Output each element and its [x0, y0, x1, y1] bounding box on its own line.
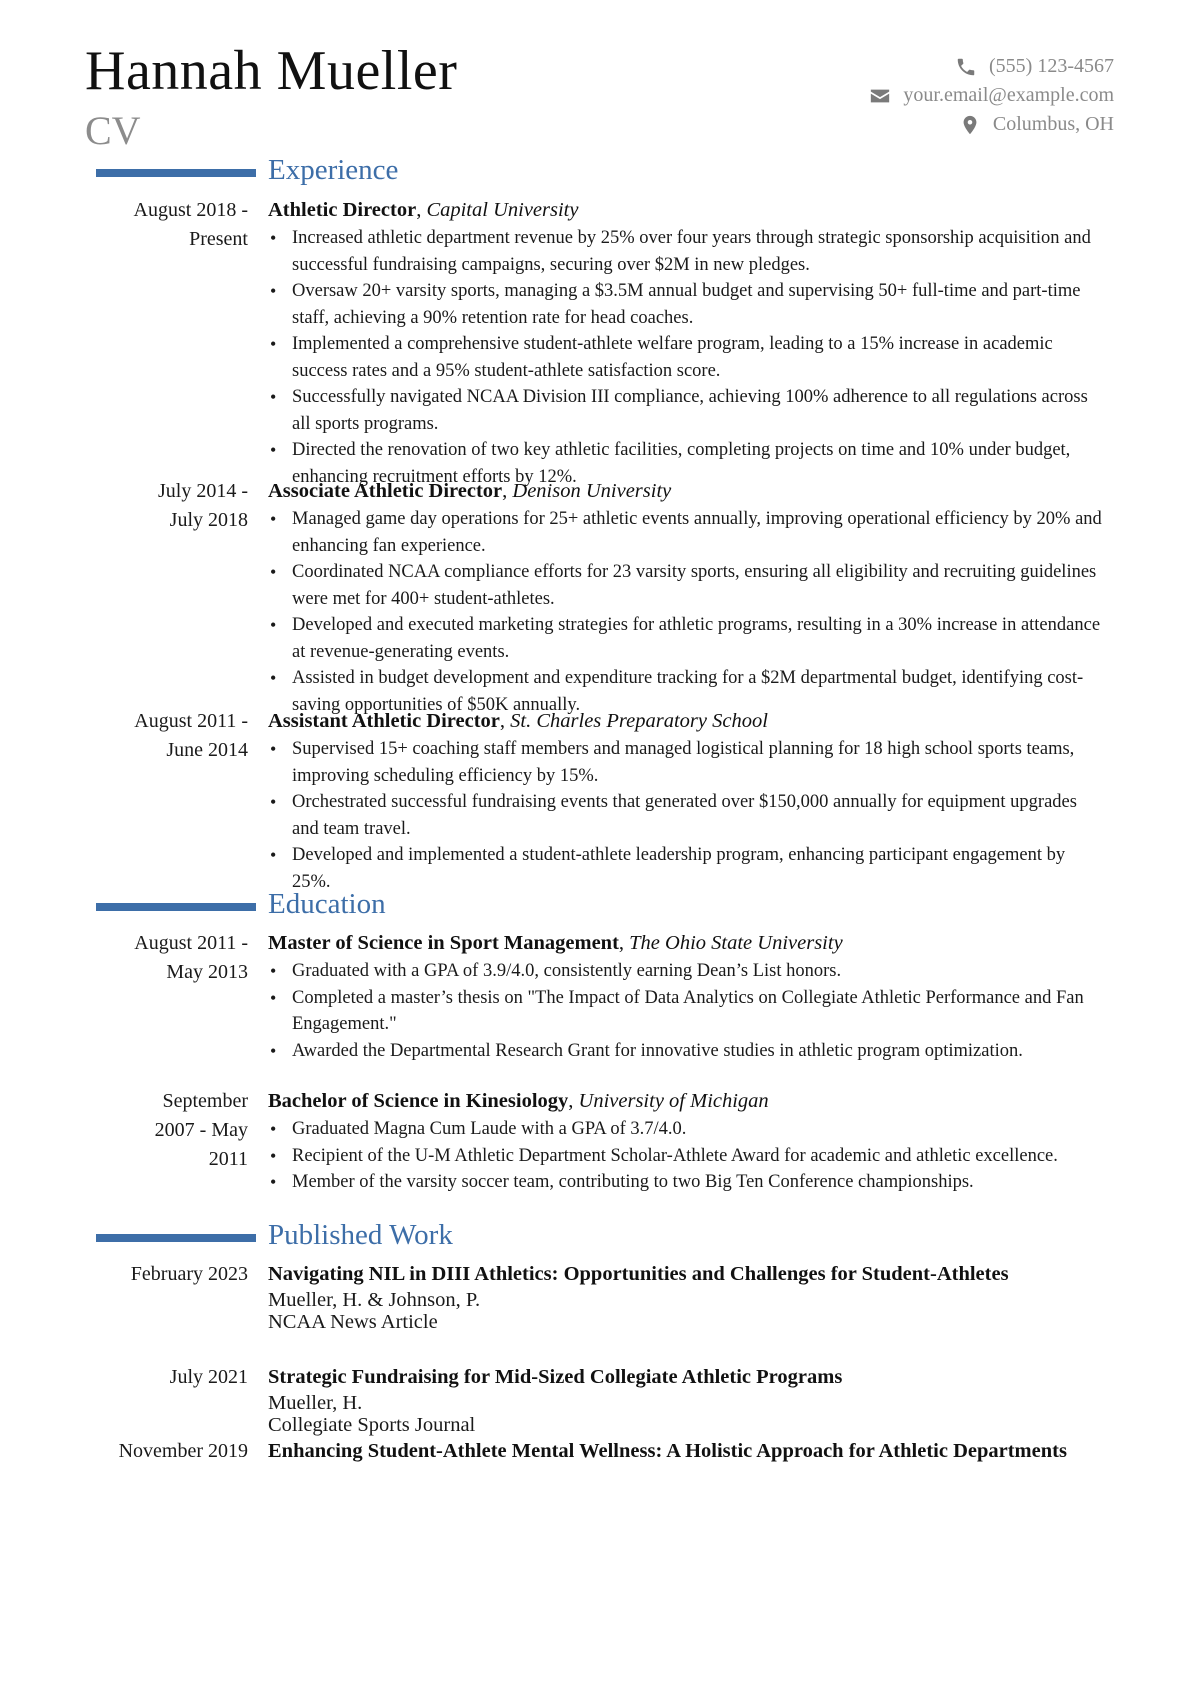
bullet-item: • Recipient of the U-M Athletic Department Scholar-Athlete Award for academic and athletic excellence.	[268, 1143, 1108, 1170]
entry-date	[86, 707, 248, 765]
bullet-item: • Implemented a comprehensive student-athlete welfare program, leading to a 15% increase in academic success rates and a 95% student-athlete satisfaction score.	[268, 331, 1108, 384]
contact-location	[867, 110, 1114, 139]
date-line: August 2018 -	[133, 199, 248, 221]
section-accent-bar	[96, 1234, 256, 1242]
section-title: Published Work	[268, 1219, 453, 1251]
bullet-item: • Increased athletic department revenue by 25% over four years through strategic sponsorship acquisition and successful fundraising campaigns, securing over $2M in new pledges.	[268, 225, 1108, 278]
entry-date	[86, 1087, 248, 1174]
bullet-list	[268, 958, 1108, 1064]
entry-date	[86, 929, 248, 987]
entry-heading: Athletic Director, Capital University	[268, 199, 579, 221]
entry-date: July 2021	[169, 1366, 248, 1388]
entry-body	[268, 1260, 1108, 1333]
organization: Capital University	[426, 199, 579, 221]
entry-body	[268, 1437, 1108, 1466]
bullet-item: • Completed a master’s thesis on "The Impact of Data Analytics on Collegiate Athletic Performance and Fan Engagement."	[268, 985, 1108, 1038]
person-name: Hannah Mueller	[85, 40, 458, 102]
bullet-list	[268, 1116, 1108, 1196]
entry-heading: Master of Science in Sport Management, The Ohio State University	[268, 932, 843, 954]
publication-authors: Mueller, H. & Johnson, P.	[268, 1289, 481, 1311]
publication-title: Navigating NIL in DIII Athletics: Opportunities and Challenges for Student-Athletes	[268, 1263, 1009, 1285]
entry-body	[268, 929, 1108, 1064]
publication-authors: Mueller, H.	[268, 1392, 363, 1414]
date-line: 2011	[208, 1148, 248, 1170]
date-line: July 2014 -	[158, 480, 248, 502]
entry-body	[268, 1363, 1108, 1436]
location-text: Columbus, OH	[992, 113, 1114, 135]
bullet-item: • Developed and executed marketing strategies for athletic programs, resulting in a 30% increase in attendance at revenue-generating events.	[268, 612, 1108, 665]
entry-body	[268, 1087, 1108, 1196]
bullet-item: • Awarded the Departmental Research Grant for innovative studies in athletic program optimization.	[268, 1038, 1108, 1065]
section-title: Experience	[268, 154, 399, 186]
bullet-item: • Member of the varsity soccer team, contributing to two Big Ten Conference championships.	[268, 1169, 1108, 1196]
section-accent-bar	[96, 169, 256, 177]
entry-heading: Associate Athletic Director, Denison University	[268, 480, 672, 502]
bullet-item: • Coordinated NCAA compliance efforts for 23 varsity sports, ensuring all eligibility and recruiting guidelines were met for 400+ student-athletes.	[268, 559, 1108, 612]
school-name: The Ohio State University	[629, 932, 843, 954]
bullet-item: • Successfully navigated NCAA Division III compliance, achieving 100% adherence to all regulations across all sports programs.	[268, 384, 1108, 437]
organization: Denison University	[512, 480, 672, 502]
date-line: May 2013	[166, 961, 248, 983]
organization: St. Charles Preparatory School	[510, 710, 768, 732]
entry-heading: Assistant Athletic Director, St. Charles Preparatory School	[268, 710, 768, 732]
phone-text[interactable]: (555) 123-4567	[989, 55, 1114, 77]
publication-title: Enhancing Student-Athlete Mental Wellness: A Holistic Approach for Athletic Departments	[268, 1440, 1067, 1462]
bullet-item: • Supervised 15+ coaching staff members and managed logistical planning for 18 high school sports teams, improving scheduling efficiency by 15%.	[268, 736, 1108, 789]
date-line: Present	[189, 228, 248, 250]
bullet-item: • Graduated with a GPA of 3.9/4.0, consistently earning Dean’s List honors.	[268, 958, 1108, 985]
school-name: University of Michigan	[578, 1090, 769, 1112]
section-accent-bar	[96, 903, 256, 911]
contact-phone	[867, 52, 1114, 81]
date-line: August 2011 -	[134, 710, 248, 732]
email-text[interactable]: your.email@example.com	[903, 84, 1114, 106]
entry-body	[268, 477, 1108, 718]
map-marker-icon	[957, 114, 983, 136]
document-subtitle: CV	[85, 108, 141, 153]
degree-title: Bachelor of Science in Kinesiology	[268, 1090, 569, 1112]
bullet-item: • Orchestrated successful fundraising events that generated over $150,000 annually for equipment upgrades and team travel.	[268, 789, 1108, 842]
job-title: Associate Athletic Director	[268, 480, 503, 502]
date-line: June 2014	[166, 739, 248, 761]
bullet-item: • Assisted in budget development and expenditure tracking for a $2M departmental budget, identifying cost-saving opportunities of $50K annually.	[268, 665, 1108, 718]
entry-date: February 2023	[130, 1263, 248, 1285]
entry-body	[268, 707, 1108, 895]
section-title: Education	[268, 888, 386, 920]
entry-date: November 2019	[118, 1440, 248, 1462]
degree-title: Master of Science in Sport Management	[268, 932, 619, 954]
bullet-list	[268, 736, 1108, 895]
entry-heading: Bachelor of Science in Kinesiology, University of Michigan	[268, 1090, 769, 1112]
contact-block	[867, 52, 1114, 139]
job-title: Assistant Athletic Director	[268, 710, 500, 732]
date-line: September	[162, 1090, 248, 1112]
date-line: 2007 - May	[154, 1119, 248, 1141]
bullet-item: • Developed and implemented a student-athlete leadership program, enhancing participant engagement by 25%.	[268, 842, 1108, 895]
bullet-item: • Directed the renovation of two key athletic facilities, completing projects on time and 10% under budget, enhancing recruitment efforts by 12%.	[268, 437, 1108, 490]
entry-date	[86, 477, 248, 535]
date-line: July 2018	[169, 509, 248, 531]
bullet-item: • Graduated Magna Cum Laude with a GPA of 3.7/4.0.	[268, 1116, 1108, 1143]
bullet-item: • Oversaw 20+ varsity sports, managing a $3.5M annual budget and supervising 50+ full-time and part-time staff, achieving a 90% retention rate for head coaches.	[268, 278, 1108, 331]
entry-date	[86, 196, 248, 254]
publication-venue: NCAA News Article	[268, 1311, 438, 1333]
publication-venue: Collegiate Sports Journal	[268, 1414, 476, 1436]
envelope-icon	[867, 85, 893, 107]
date-line: August 2011 -	[134, 932, 248, 954]
bullet-item: • Managed game day operations for 25+ athletic events annually, improving operational efficiency by 20% and enhancing fan experience.	[268, 506, 1108, 559]
entry-body	[268, 196, 1108, 490]
bullet-list	[268, 225, 1108, 490]
phone-icon	[953, 56, 979, 78]
contact-email	[867, 81, 1114, 110]
bullet-list	[268, 506, 1108, 718]
job-title: Athletic Director	[268, 199, 417, 221]
publication-title: Strategic Fundraising for Mid-Sized Collegiate Athletic Programs	[268, 1366, 843, 1388]
